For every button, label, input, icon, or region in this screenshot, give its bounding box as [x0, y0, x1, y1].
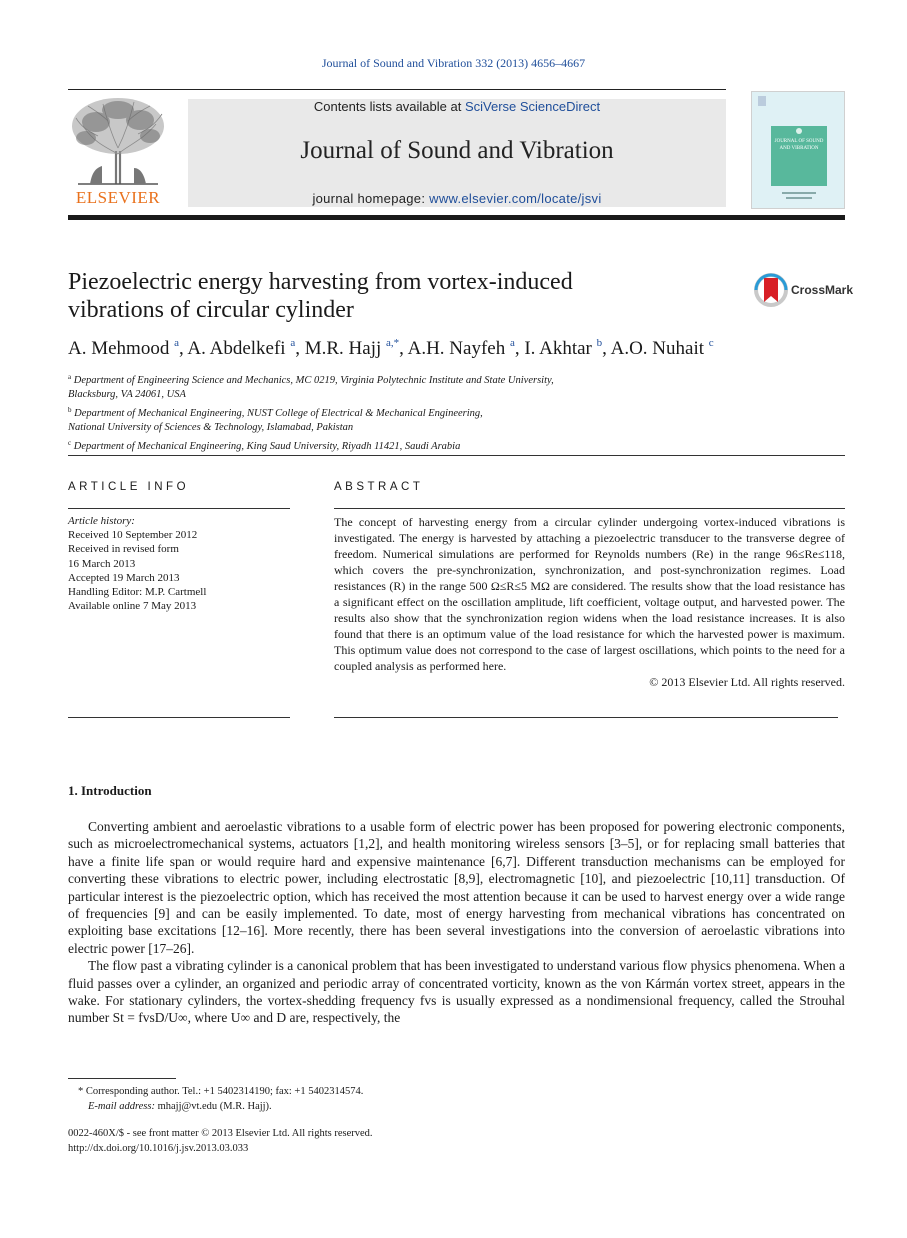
author-affiliation-mark[interactable]: a — [290, 337, 296, 349]
footnote-rule — [68, 1078, 176, 1079]
article-info-rule — [68, 508, 290, 509]
affiliation-line — [68, 436, 768, 454]
author-separator: , — [295, 338, 305, 359]
abstract-heading: ABSTRACT — [334, 481, 424, 493]
author-name[interactable]: A. Abdelkefi — [187, 338, 286, 359]
corresponding-author-note: * Corresponding author. Tel.: +1 5402314190; fax: +1 5402314574. — [78, 1086, 364, 1097]
author-separator: , — [602, 338, 611, 359]
affiliation-line: Blacksburg, VA 24061, USA — [68, 389, 186, 401]
author-name[interactable]: A.H. Nayfeh — [407, 338, 506, 359]
affiliation-mark: a — [68, 373, 72, 381]
article-info-bottom-rule — [68, 717, 290, 718]
elsevier-wordmark: ELSEVIER — [75, 188, 161, 207]
history-entry: 16 March 2013 — [68, 557, 136, 570]
affiliation-mark: b — [68, 405, 72, 414]
crossmark-badge[interactable] — [753, 272, 853, 308]
history-entry: Received in revised form — [68, 543, 179, 556]
journal-cover-thumbnail[interactable] — [751, 91, 845, 209]
author-affiliation-mark[interactable]: c — [708, 337, 714, 349]
abstract-body — [334, 514, 845, 690]
introduction-body — [68, 818, 845, 1027]
affiliation-line: National University of Sciences & Technology, Islamabad, Pakistan — [68, 422, 354, 434]
history-entry: Handling Editor: M.P. Cartmell — [68, 586, 207, 599]
author-separator: , — [399, 338, 408, 359]
affiliation-line — [68, 403, 768, 421]
contents-available — [188, 99, 726, 114]
author-affiliation-mark[interactable]: b — [596, 337, 603, 349]
affiliation-text: Department of Mechanical Engineering, King Saud University, Riyadh 11421, Saudi Arabia — [73, 440, 461, 452]
history-label: Article history: — [68, 515, 135, 527]
author-name[interactable]: A. Mehmood — [68, 338, 170, 359]
title-line: Piezoelectric energy harvesting from vortex-induced — [68, 269, 573, 295]
journal-banner — [188, 99, 726, 207]
history-entry: Accepted 19 March 2013 — [68, 571, 180, 584]
abstract-copyright: © 2013 Elsevier Ltd. All rights reserved. — [649, 675, 845, 689]
cover-footer-line — [786, 197, 812, 199]
history-entry: Available online 7 May 2013 — [68, 600, 197, 613]
abstract-text: The concept of harvesting energy from a circular cylinder undergoing vortex-induced vibrations is investigated. The energy is harvested by attaching a piezoelectric transducer to the transverse degree of freedom. Numerical simulations are performed for Reynolds numbers (Re) in the range 96≤Re≤118, which covers the pre-synchronization, synchronization, and post-synchronization regimes. Load resistances (R) in the range 500 Ω≤R≤5 MΩ are considered. The results show that the load resistance has a significant effect on the oscillation amplitude, lift coefficient, voltage output, and harvested power. The results also show that the synchronization region widens when the load resistance increases. It is also found that there is an optimum value of the load resistance for which the harvested power is maximum. This optimum value does not correspond to the case of largest oscillations, which points to the need for a coupled analysis as performed here. — [334, 515, 845, 673]
journal-homepage — [188, 191, 726, 206]
section-divider — [68, 455, 845, 456]
cover-title: JOURNAL OF SOUND AND VIBRATION — [774, 139, 824, 151]
email-address[interactable]: mhajj@vt.edu (M.R. Hajj). — [157, 1101, 272, 1112]
intro-paragraph: Converting ambient and aeroelastic vibrations to a usable form of electric power has been proposed for powering electronic components, such as microelectromechanical systems, actuators [1,2], and health monitoring wireless sensors [3–5], or for replacing small batteries that have a finite life span or would require hard and expensive maintenance [6,7]. Different transduction mechanisms can be employed for converting these vibrations to electric power, including electrostatic [8,9], electromagnetic [10], and piezoelectric [10,11] transduction. Of particular interest is the piezoelectric option, which has received the most attention because it can be used to harvest energy over a wide range of frequencies [9] and can be easily implemented. To date, most of energy harvesting from mechanical vibrations has concentrated on exploiting base excitations [12–16]. More recently, there has been several investigations into the conversion of aeroelastic vibrations into electric power [17–26]. — [68, 819, 845, 956]
article-title — [68, 268, 708, 324]
author-separator: , — [514, 338, 525, 359]
author-affiliation-mark[interactable]: a,* — [386, 337, 400, 349]
affiliation-text: Department of Engineering Science and Mechanics, MC 0219, Virginia Polytechnic Institute and State University, — [73, 375, 554, 386]
author-list — [68, 337, 848, 360]
email-label: E-mail address: — [88, 1101, 158, 1112]
cover-footer-line — [782, 192, 816, 194]
doi-link[interactable]: http://dx.doi.org/10.1016/j.jsv.2013.03.033 — [68, 1142, 249, 1154]
affiliation-text: Department of Mechanical Engineering, NUST College of Electrical & Mechanical Engineering, — [74, 407, 483, 419]
author-separator: , — [178, 338, 188, 359]
cover-emblem-icon — [796, 128, 802, 134]
introduction-heading: 1. Introduction — [68, 783, 152, 798]
issn-note: 0022-460X/$ - see front matter © 2013 Elsevier Ltd. All rights reserved. — [68, 1128, 373, 1139]
abstract-bottom-rule — [334, 717, 838, 718]
author-name[interactable]: I. Akhtar — [524, 338, 592, 359]
homepage-prefix: journal homepage: — [312, 191, 430, 206]
author-name[interactable]: M.R. Hajj — [304, 338, 382, 359]
crossmark-label: CrossMark — [791, 283, 854, 297]
journal-citation[interactable]: Journal of Sound and Vibration 332 (2013) 4656–4667 — [321, 56, 586, 70]
sciencedirect-link[interactable]: SciVerse ScienceDirect — [464, 99, 601, 114]
article-history — [68, 514, 290, 613]
author-name[interactable]: A.O. Nuhait — [610, 338, 704, 359]
affiliations — [68, 370, 768, 454]
article-info-heading: ARTICLE INFO — [68, 481, 190, 493]
contents-prefix: Contents lists available at — [313, 99, 465, 114]
affiliation-mark: c — [68, 438, 72, 447]
elsevier-tree-icon — [68, 96, 168, 188]
abstract-rule — [334, 508, 845, 509]
footnotes — [68, 1084, 668, 1114]
header-rule — [68, 89, 726, 90]
author-affiliation-mark[interactable]: a — [174, 337, 179, 349]
author-affiliation-mark[interactable]: a — [509, 337, 515, 349]
intro-paragraph: The flow past a vibrating cylinder is a canonical problem that has been investigated to understand various flow physics phenomena. When a fluid passes over a cylinder, an organized and periodic array of concentrated vorticity, known as the von Kármán vortex street, appears in the wake. For stationary cylinders, the vortex-shedding frequency fvs is usually expressed as a nondimensional frequency, called the Strouhal number St = fvsD/U∞, where U∞ and D are, respectively, the — [68, 958, 845, 1026]
header-thick-rule — [68, 215, 845, 220]
title-line: vibrations of circular cylinder — [68, 297, 354, 323]
affiliation-line — [68, 370, 768, 388]
crossmark-icon — [753, 272, 789, 308]
history-entry: Received 10 September 2012 — [68, 529, 198, 542]
elsevier-logo[interactable] — [68, 96, 168, 210]
issn-doi-block — [68, 1127, 668, 1156]
journal-title: Journal of Sound and Vibration — [300, 137, 614, 164]
cover-logo-icon — [758, 96, 766, 106]
cover-panel — [771, 126, 827, 186]
homepage-link[interactable]: www.elsevier.com/locate/jsvi — [429, 191, 602, 206]
email-note — [68, 1099, 668, 1114]
